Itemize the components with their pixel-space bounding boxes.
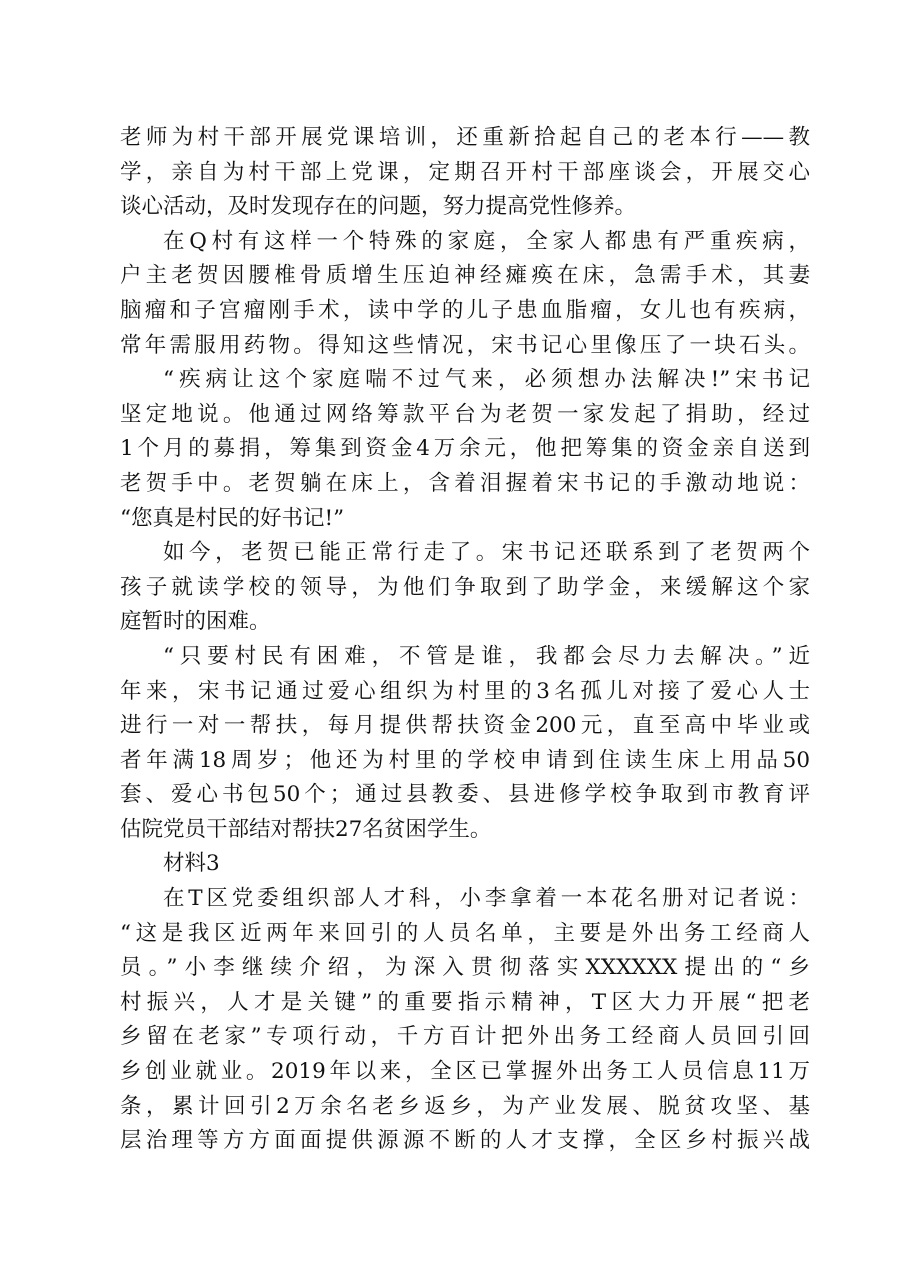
text-line: 估院党员干部结对帮扶27名贫困学生。 — [120, 816, 492, 842]
text-line: “只要村民有困难，不管是谁，我都会尽力去解决。”近 — [163, 643, 810, 669]
text-line: 庭暂时的困难。 — [120, 609, 271, 635]
text-line: 条，累计回引2万余名老乡返乡，为产业发展、脱贫攻坚、基 — [120, 1093, 810, 1119]
text-line: 层治理等方方面面提供源源不断的人才支撑，全区乡村振兴战 — [120, 1128, 810, 1154]
text-line: 老贺手中。老贺躺在床上，含着泪握着宋书记的手激动地说： — [120, 470, 810, 496]
text-line: 年来，宋书记通过爱心组织为村里的3名孤儿对接了爱心人士 — [120, 678, 810, 704]
text-line: 员。”小李继续介绍，为深入贯彻落实XXXXXX提出的“乡 — [120, 955, 810, 981]
text-line: 1个月的募捐，筹集到资金4万余元，他把筹集的资金亲自送到 — [120, 436, 810, 462]
body-text — [120, 121, 810, 1159]
text-line: “这是我区近两年来回引的人员名单，主要是外出务工经商人 — [120, 920, 810, 946]
text-line: 在T区党委组织部人才科，小李拿着一本花名册对记者说： — [163, 886, 810, 912]
text-line: 户主老贺因腰椎骨质增生压迫神经瘫痪在床，急需手术，其妻 — [120, 263, 810, 289]
text-line: “疾病让这个家庭喘不过气来，必须想办法解决!”宋书记 — [163, 367, 810, 393]
text-line: 进行一对一帮扶，每月提供帮扶资金200元，直至高中毕业或 — [120, 713, 810, 739]
text-line: 村振兴，人才是关键”的重要指示精神，T区大力开展“把老 — [120, 989, 810, 1015]
text-line: 在Q村有这样一个特殊的家庭，全家人都患有严重疾病， — [163, 228, 810, 254]
text-line: 学，亲自为村干部上党课，定期召开村干部座谈会，开展交心 — [120, 159, 810, 185]
text-line: 套、爱心书包50个；通过县教委、县进修学校争取到市教育评 — [120, 782, 810, 808]
text-line: 乡创业就业。2019年以来，全区已掌握外出务工人员信息11万 — [120, 1059, 810, 1085]
text-line: 坚定地说。他通过网络筹款平台为老贺一家发起了捐助，经过 — [120, 401, 810, 427]
text-line: 者年满18周岁；他还为村里的学校申请到住读生床上用品50 — [120, 747, 810, 773]
text-line: 谈心活动，及时发现存在的问题，努力提高党性修养。 — [120, 194, 637, 220]
text-line: 老师为村干部开展党课培训，还重新拾起自己的老本行——教 — [120, 125, 810, 150]
text-line: “您真是村民的好书记!” — [120, 505, 345, 531]
text-line: 脑瘤和子宫瘤刚手术，读中学的儿子患血脂瘤，女儿也有疾病， — [120, 297, 810, 323]
text-line: 乡留在老家”专项行动，千方百计把外出务工经商人员回引回 — [120, 1024, 810, 1050]
section-heading: 材料3 — [163, 851, 220, 877]
text-line: 常年需服用药物。得知这些情况，宋书记心里像压了一块石头。 — [120, 332, 810, 358]
text-line: 如今，老贺已能正常行走了。宋书记还联系到了老贺两个 — [163, 540, 810, 566]
text-line: 孩子就读学校的领导，为他们争取到了助学金，来缓解这个家 — [120, 574, 810, 600]
